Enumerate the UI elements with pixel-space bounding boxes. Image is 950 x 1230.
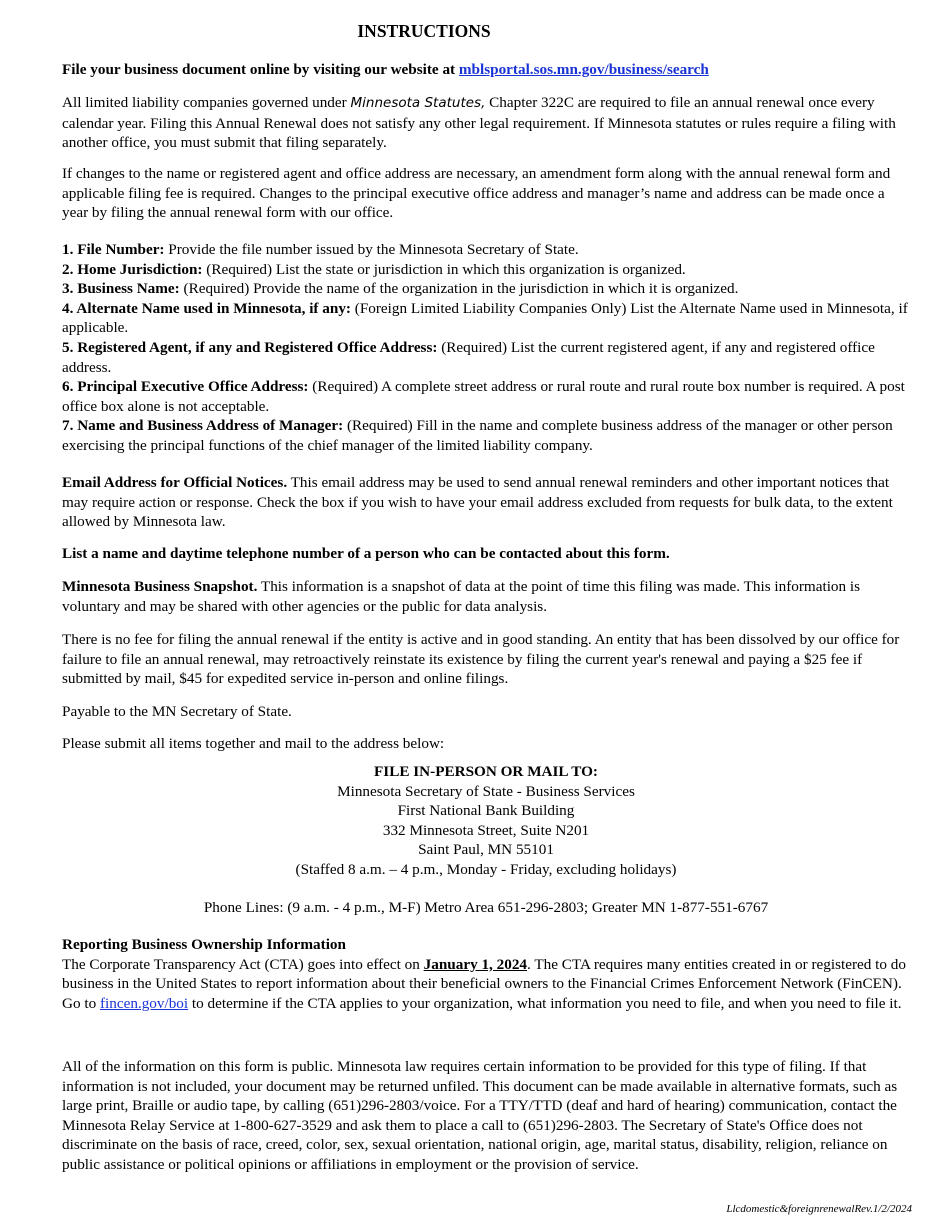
form-revision: Llcdomestic&foreignrenewalRev.1/2/2024: [726, 1203, 912, 1215]
online-filing-lead: File your business document online by visiting our website at: [62, 61, 459, 78]
page-title: INSTRUCTIONS: [357, 21, 491, 41]
ownership-pre: The Corporate Transparency Act (CTA) goes into effect on: [62, 955, 424, 973]
public-information-paragraph: All of the information on this form is public. Minnesota law requires certain information to be provided for this type of filing. If that information is not included, your document may be returned unfiled. This document can be made available in alternative formats, such as large print, Braille or audio tape, by calling (651)296-2803/voice. For a TTY/TTD (deaf and hard of hearing) communication, contact the Minnesota Relay Service at 1-800-627-3529 and ask them to place a call to (651)296-2803. The Secretary of State's Office does not discriminate on the basis of race, creed, color, sex, sexual orientation, national origin, age, marital status, disability, religion, reliance on public assistance or political opinions or affiliations in employment or the provision of service.: [62, 1058, 898, 1173]
item-label: 1. File Number:: [62, 241, 165, 258]
list-item: [62, 416, 910, 455]
contact-line: List a name and daytime telephone number of a person who can be contacted about this form.: [62, 545, 670, 562]
office-hours: (Staffed 8 a.m. – 4 p.m., Monday - Friday, excluding holidays): [295, 860, 677, 878]
statute-paragraph-post: Chapter 322C are required to file an annual renewal once every calendar year. Filing this Annual Renewal does not satisfy any other legal requirement. If Minnesota statutes or rules require a filing with another office, you must submit that filing separately.: [62, 94, 896, 152]
ownership-post: to determine if the CTA applies to your organization, what information you need to file, and when you need to file it.: [188, 994, 902, 1012]
item-label: 4. Alternate Name used in Minnesota, if any:: [62, 299, 351, 317]
email-paragraph: [62, 473, 910, 532]
changes-paragraph: If changes to the name or registered agent and office address are necessary, an amendment form along with the annual renewal form and applicable filing fee is required. Changes to the principal executive office address and manager’s name and address can be made once a year by filing the annual renewal form with our office.: [62, 165, 891, 222]
mailing-address: [62, 762, 910, 880]
item-label: 7. Name and Business Address of Manager:: [62, 417, 344, 435]
statute-name: Minnesota Statutes,: [350, 95, 486, 111]
list-item: [62, 299, 910, 338]
address-heading: FILE IN-PERSON OR MAIL TO:: [374, 763, 598, 780]
item-text: (Required) List the current registered agent, if any and registered office address.: [62, 338, 875, 376]
list-item: [62, 279, 910, 299]
submit-line: Please submit all items together and mail to the address below:: [62, 735, 445, 752]
address-line: 332 Minnesota Street, Suite N201: [382, 821, 590, 839]
online-filing-line: [62, 60, 910, 80]
fincen-link[interactable]: fincen.gov/boi: [99, 994, 189, 1012]
item-label: 3. Business Name:: [62, 280, 180, 298]
statute-paragraph-pre: All limited liability companies governed under: [62, 94, 351, 111]
ownership-section: [62, 935, 910, 1013]
address-line: Saint Paul, MN 55101: [418, 841, 554, 859]
payable-line: Payable to the MN Secretary of State.: [62, 703, 292, 720]
item-text: (Required) Fill in the name and complete business address of the manager or other person exercising the principal functions of the chief manager of the limited liability company.: [62, 417, 893, 454]
business-search-link[interactable]: mblsportal.sos.mn.gov/business/search: [458, 61, 709, 78]
item-label: 5. Registered Agent, if any and Registered Office Address:: [62, 338, 438, 356]
list-item: [62, 377, 910, 416]
item-label: 6. Principal Executive Office Address:: [62, 378, 309, 396]
list-item: [62, 338, 910, 377]
item-label: 2. Home Jurisdiction:: [62, 260, 203, 278]
phone-lines: Phone Lines: (9 a.m. - 4 p.m., M-F) Metro Area 651-296-2803; Greater MN 1-877-551-6767: [203, 899, 769, 916]
address-line: First National Bank Building: [397, 802, 575, 820]
item-text: (Required) Provide the name of the organization in the jurisdiction in which it is organized.: [179, 280, 739, 298]
statute-paragraph: [62, 93, 910, 153]
address-line: Minnesota Secretary of State - Business Services: [337, 782, 635, 800]
item-text: (Required) A complete street address or rural route and rural route box number is required. A post office box alone is not acceptable.: [62, 378, 905, 415]
cta-effective-date: January 1, 2024: [423, 955, 528, 973]
ownership-mid: . The CTA requires many entities created in or registered to do business in the United States to report information about their beneficial owners to the Financial Crimes Enforcement Network (FinCEN). Go to: [62, 955, 906, 1012]
snapshot-label: Minnesota Business Snapshot.: [62, 578, 258, 595]
ownership-paragraph: [62, 955, 910, 1014]
item-text: (Required) List the state or jurisdiction in which this organization is organized.: [202, 260, 686, 278]
numbered-instructions: [62, 240, 910, 456]
ownership-heading: Reporting Business Ownership Information: [62, 936, 346, 953]
snapshot-text: This information is a snapshot of data at the point of time this filing was made. This information is voluntary and may be shared with other agencies or the public for data analysis.: [62, 578, 861, 615]
item-text: Provide the file number issued by the Minnesota Secretary of State.: [164, 241, 579, 258]
snapshot-paragraph: [62, 577, 910, 616]
email-text: This email address may be used to send annual renewal reminders and other important notices that may require action or response. Check the box if you wish to have your email address excluded from requests for bulk data, to the extent allowed by Minnesota law.: [62, 474, 893, 531]
list-item: [62, 260, 910, 280]
email-label: Email Address for Official Notices.: [62, 474, 288, 491]
fee-paragraph: There is no fee for filing the annual renewal if the entity is active and in good standing. An entity that has been dissolved by our office for failure to file an annual renewal, may retroactively reinstate its existence by filing the current year's renewal and paying a $25 fee if submitted by mail, $45 for expedited service in-person and online filings.: [62, 631, 900, 688]
list-item: [62, 240, 910, 260]
item-text: (Foreign Limited Liability Companies Only) List the Alternate Name used in Minnesota, if applicable.: [62, 299, 908, 337]
